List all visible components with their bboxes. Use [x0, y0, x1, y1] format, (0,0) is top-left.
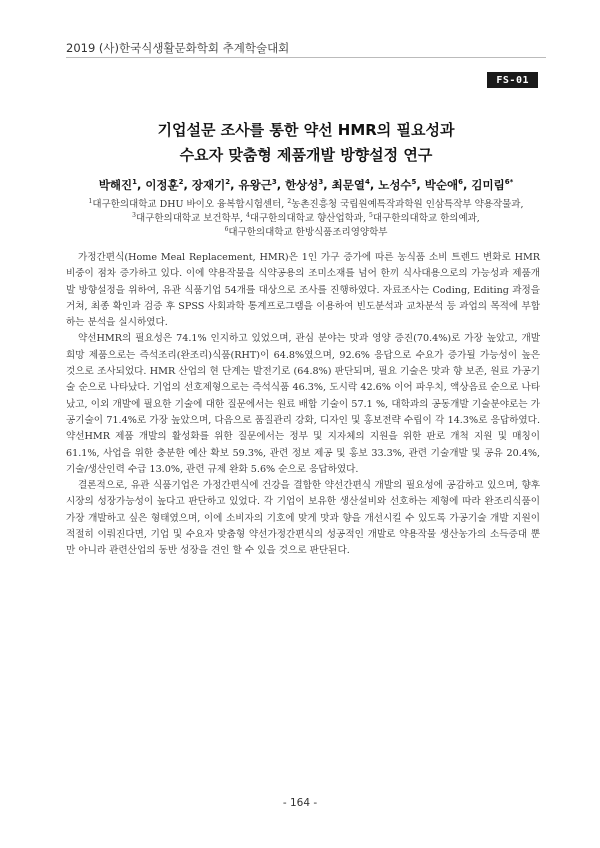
author-affiliation-mark: 1	[132, 178, 137, 187]
author-name: 박해진	[98, 178, 133, 192]
title-line-2: 수요자 맞춤형 제품개발 방향설정 연구	[179, 146, 433, 164]
author-name: 유왕근	[238, 178, 272, 192]
affiliation-mark: 4	[246, 212, 250, 219]
author-name: 한상성	[285, 178, 319, 192]
author-affiliation-mark: 2	[178, 178, 184, 187]
affiliation-text: 대구한의대학교 한방식품조리영양학부	[228, 227, 388, 239]
author-name: 장재기	[191, 178, 226, 192]
affiliation-text: 대구한의대학교 향산업학과,	[249, 213, 370, 225]
author-name: 노성수	[378, 178, 412, 192]
affiliation-mark: 3	[132, 212, 136, 219]
author-affiliation-mark: 5	[411, 178, 417, 187]
abstract-paragraph-1: 가정간편식(Home Meal Replacement, HMR)은 1인 가구 증가에 따른 농식품 소비 트렌드 변화로 HMR 비중이 점차 증가하고 있다. 이에 약용작물을 식약공용의 조미소재를 넘어 한끼 식사대용으로의 가능성과 제품개발 방향설정을 위하여, 유관 식품기업 54개를 대상으로 조사를 진행하였다. 자료조사는 Coding, Editing 과정을 거쳐, 최종 확인과 검증 후 SPSS 사회과학 통계프로그램을 이용하여 빈도분석과 교차분석 등 과업의 목적에 부합하는 분석을 실시하였다.	[66, 252, 540, 329]
author-name: 김미림	[471, 178, 505, 192]
affiliation-mark: 1	[88, 198, 93, 205]
page-number: - 164 -	[282, 797, 318, 809]
abstract-paragraph-3: 결론적으로, 유관 식품기업은 가정간편식에 건강을 결합한 약선간편식 개발의 필요성에 공감하고 있으며, 향후 시장의 성장가능성이 높다고 판단하고 있었다. 각 기업이 보유한 생산설비와 선호하는 제형에 따라 완조리식품이 가장 개발하고 싶은 형태였으며, 이에 소비자의 기호에 맞게 맛과 향을 개선시킬 수 있도록 가공기술 개발 지원이 적절히 이뤄진다면, 기업 및 수요자 맞춤형 약선가정간편식의 성공적인 개발로 약용작물 생산농가의 소득증대 뿐만 아니라 관련산업의 동반 성장을 견인 할 수 있을 것으로 판단된다.	[66, 480, 540, 557]
author-affiliation-mark: 6*	[504, 178, 514, 187]
affiliation-mark: 6	[224, 226, 229, 233]
title-line-1: 기업설문 조사를 통한 약선 HMR의 필요성과	[157, 121, 455, 139]
author-affiliation-mark: 4	[364, 178, 370, 187]
author-affiliation-mark: 3	[318, 178, 324, 187]
author-affiliation-mark: 6	[458, 178, 463, 187]
abstract-paragraph-2: 약선HMR의 필요성은 74.1% 인지하고 있었으며, 관심 분야는 맛과 영양 증진(70.4%)로 가장 높았고, 개발 희망 제품으로는 즉석조리(완조리)식품(RHT)이 64.8%였으며, 92.6% 응답으로 수요가 증가될 가능성이 높은 것으로 조사되었다. HMR 산업의 현 단계는 발전기로 (64.8%) 판단되며, 필요 기술은 맛과 향 보존, 원료 가공기술 순으로 나타났다. 기업의 선호제형으로는 즉석식품 46.3%, 도시락 42.6% 이어 파우치, 액상음료 순으로 나타났고, 이외 개발에 필요한 기술에 대한 질문에서는 원료 배합 기술이 57.1 %, 대학과의 공동개발 기술분야로는 가공기술이 71.4%로 가장 높았으며, 다음으로 품질관리 강화, 디자인 및 홍보전략 수립이 각 14.3%로 응답하였다. 약선HMR 제품 개발의 활성화를 위한 질문에서는 정부 및 지자체의 지원을 위한 판로 개척 지원 및 매칭이 61.1%, 사업을 위한 충분한 예산 확보 59.3%, 관련 정보 제공 및 홍보 33.3%, 관련 기술개발 및 공유 20.4%, 기술/생산인력 수급 13.0%, 관련 규제 완화 5.6% 순으로 응답하였다.	[66, 333, 540, 475]
affiliation-text: 대구한의대학교 DHU 바이오 융복합시험센터,	[92, 199, 288, 211]
author-name: 최문열	[331, 178, 365, 192]
session-badge: FS-01	[487, 72, 538, 88]
author-affiliation-mark: 2	[225, 178, 231, 187]
author-list: 박해진$^1$, 이정훈$^2$, 장재기$^2$, 유왕근$^3$, 한상성$^3$, 최문열$^4$, 노성수$^5$, 박순애$^6$, 김미림$^{6*}$	[98, 178, 514, 192]
author-name: 이정훈	[145, 178, 179, 192]
abstract-body	[66, 250, 540, 560]
conference-header: 2019 (사)한국식생활문화학회 추계학술대회	[66, 41, 290, 55]
author-affiliation-mark: 3	[271, 178, 277, 187]
affiliation-line-3	[66, 223, 546, 240]
affiliation-text: 대구한의대학교 한의예과,	[372, 213, 480, 225]
header-rule	[66, 57, 546, 58]
author-name: 박순애	[424, 178, 459, 192]
affiliation-mark: 5	[369, 212, 373, 219]
affiliation-text: 대구한의대학교 보건학부,	[135, 213, 246, 225]
affiliation-mark: 2	[287, 198, 292, 205]
affiliation-text: 농촌진흥청 국립원예특작과학원 인삼특작부 약용작물과,	[291, 199, 524, 211]
